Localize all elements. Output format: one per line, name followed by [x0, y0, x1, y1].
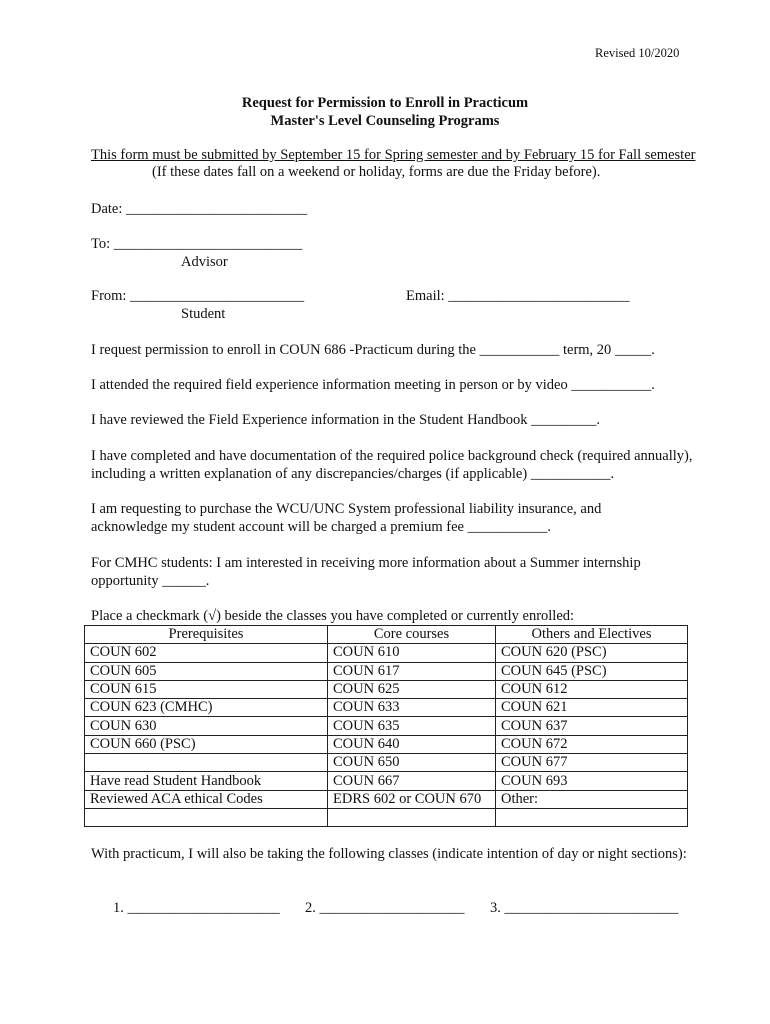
email-field[interactable]: Email: _________________________ — [406, 288, 630, 304]
table-row — [85, 808, 688, 826]
table-cell[interactable]: COUN 650 — [328, 754, 496, 772]
column-header-core-courses: Core courses — [328, 626, 496, 644]
insurance-line2[interactable]: acknowledge my student account will be charged a premium fee ___________. — [91, 519, 551, 535]
table-cell[interactable]: COUN 630 — [85, 717, 328, 735]
table-cell[interactable] — [496, 808, 688, 826]
table-cell[interactable]: COUN 667 — [328, 772, 496, 790]
info-meeting-statement[interactable]: I attended the required field experience information meeting in person or by video ___________. — [91, 377, 655, 393]
advisor-caption: Advisor — [181, 254, 228, 270]
background-check-line1: I have completed and have documentation of the required police background check (required annually), — [91, 448, 693, 464]
table-cell[interactable] — [328, 808, 496, 826]
checkmark-instruction: Place a checkmark (√) beside the classes you have completed or currently enrolled: — [91, 608, 575, 624]
revision-date: Revised 10/2020 — [595, 46, 680, 60]
table-cell[interactable]: COUN 623 (CMHC) — [85, 699, 328, 717]
table-row — [85, 680, 688, 698]
practicum-term-statement[interactable]: I request permission to enroll in COUN 686 -Practicum during the ___________ term, 20 _____. — [91, 342, 655, 358]
to-field[interactable]: To: __________________________ — [91, 236, 303, 252]
form-title: Request for Permission to Enroll in Practicum — [241, 95, 529, 111]
column-header-electives: Others and Electives — [496, 626, 688, 644]
table-cell[interactable]: COUN 602 — [85, 644, 328, 662]
table-cell[interactable]: COUN 677 — [496, 754, 688, 772]
table-cell[interactable]: COUN 615 — [85, 680, 328, 698]
deadline-note: (If these dates fall on a weekend or holiday, forms are due the Friday before). — [152, 164, 601, 180]
table-cell[interactable]: COUN 617 — [328, 662, 496, 680]
table-row — [85, 735, 688, 753]
class-slot-2[interactable]: 2. ____________________ — [305, 900, 465, 916]
handbook-statement[interactable]: I have reviewed the Field Experience information in the Student Handbook _________. — [91, 412, 600, 428]
class-slot-3[interactable]: 3. ________________________ — [490, 900, 679, 916]
table-cell[interactable]: COUN 693 — [496, 772, 688, 790]
table-cell[interactable]: EDRS 602 or COUN 670 — [328, 790, 496, 808]
table-cell[interactable]: Have read Student Handbook — [85, 772, 328, 790]
table-header-row — [85, 626, 688, 644]
table-cell[interactable]: COUN 610 — [328, 644, 496, 662]
table-cell[interactable]: COUN 633 — [328, 699, 496, 717]
cmhc-internship-line1: For CMHC students: I am interested in receiving more information about a Summer internship — [91, 555, 641, 571]
table-cell[interactable]: Reviewed ACA ethical Codes — [85, 790, 328, 808]
table-cell[interactable]: COUN 640 — [328, 735, 496, 753]
form-subtitle: Master's Level Counseling Programs — [270, 113, 500, 129]
table-row — [85, 717, 688, 735]
cmhc-internship-line2[interactable]: opportunity ______. — [91, 573, 210, 589]
table-cell[interactable] — [85, 808, 328, 826]
table-cell[interactable]: COUN 635 — [328, 717, 496, 735]
submission-deadline: This form must be submitted by September 15 for Spring semester and by February 15 for Fall semester — [91, 147, 696, 163]
table-cell[interactable]: Other: — [496, 790, 688, 808]
student-caption: Student — [181, 306, 226, 322]
table-row — [85, 644, 688, 662]
table-cell[interactable]: COUN 660 (PSC) — [85, 735, 328, 753]
course-checklist-table — [84, 625, 688, 827]
table-cell[interactable]: COUN 620 (PSC) — [496, 644, 688, 662]
table-row — [85, 790, 688, 808]
date-field[interactable]: Date: _________________________ — [91, 201, 308, 217]
concurrent-classes-instruction: With practicum, I will also be taking the following classes (indicate intention of day or night sections): — [91, 846, 687, 862]
table-cell[interactable]: COUN 612 — [496, 680, 688, 698]
table-row — [85, 699, 688, 717]
class-slot-1[interactable]: 1. _____________________ — [113, 900, 280, 916]
table-cell[interactable]: COUN 672 — [496, 735, 688, 753]
insurance-line1: I am requesting to purchase the WCU/UNC System professional liability insurance, and — [91, 501, 602, 517]
table-row — [85, 662, 688, 680]
background-check-line2[interactable]: including a written explanation of any discrepancies/charges (if applicable) ___________. — [91, 466, 615, 482]
table-row — [85, 754, 688, 772]
table-row — [85, 772, 688, 790]
column-header-prerequisites: Prerequisites — [85, 626, 328, 644]
table-cell[interactable]: COUN 605 — [85, 662, 328, 680]
table-cell[interactable]: COUN 645 (PSC) — [496, 662, 688, 680]
table-cell[interactable]: COUN 621 — [496, 699, 688, 717]
table-cell[interactable]: COUN 625 — [328, 680, 496, 698]
table-cell[interactable]: COUN 637 — [496, 717, 688, 735]
table-cell[interactable] — [85, 754, 328, 772]
from-field[interactable]: From: ________________________ — [91, 288, 305, 304]
